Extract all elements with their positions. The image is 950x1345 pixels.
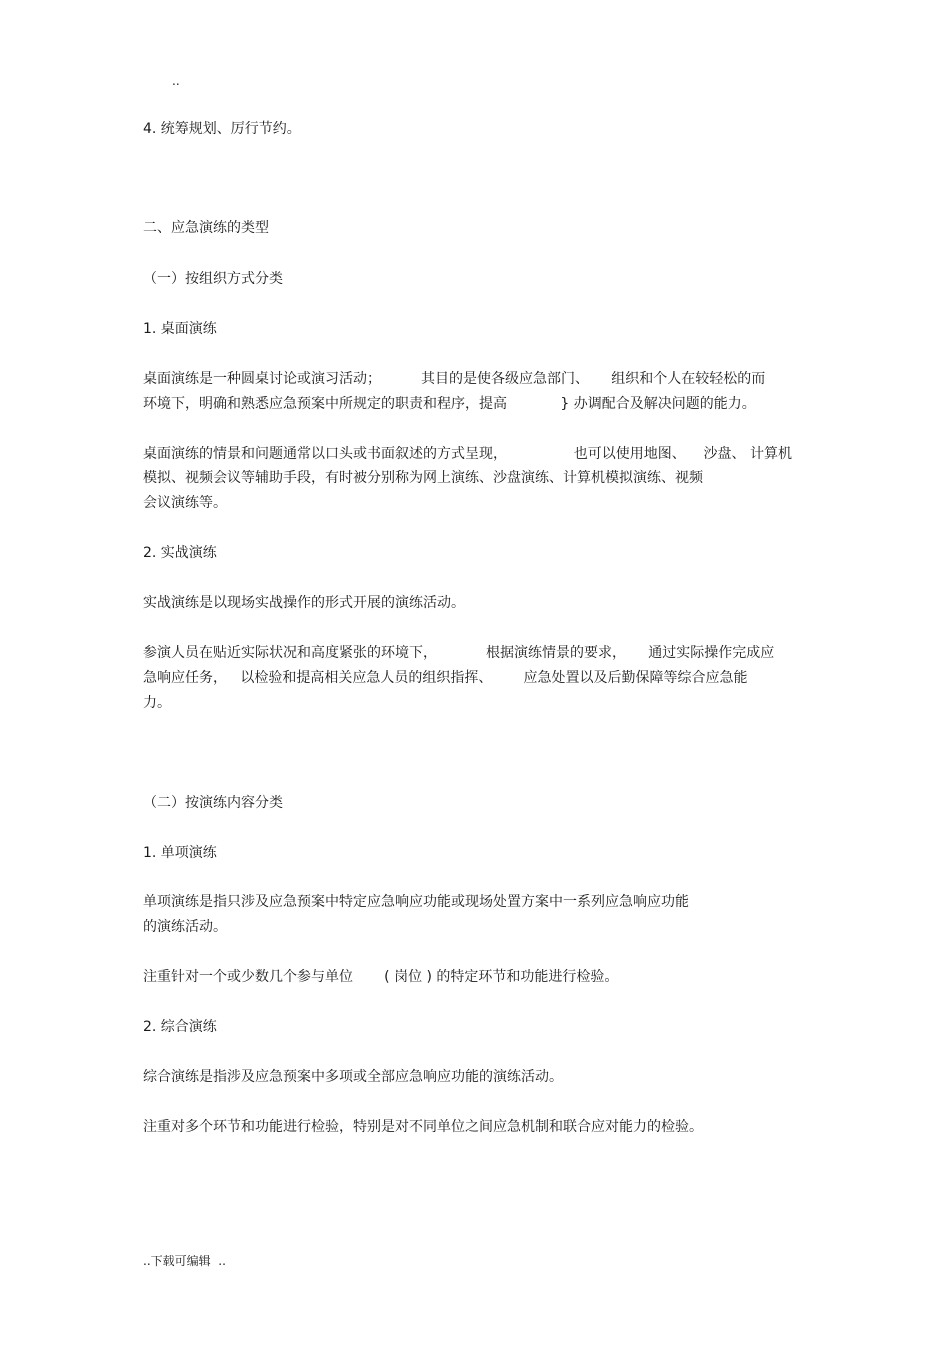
item-heading-tabletop: 1. 桌面演练 xyxy=(143,321,217,337)
paragraph-line: 桌面演练是一种圆桌讨论或演习活动； 其目的是使各级应急部门、 组织和个人在较轻松的而 xyxy=(143,371,766,387)
item-heading-combined: 2. 综合演练 xyxy=(143,1019,217,1035)
paragraph-line: 注重对多个环节和功能进行检验，特别是对不同单位之间应急机制和联合应对能力的检验。 xyxy=(143,1119,703,1135)
paragraph-line: 力。 xyxy=(143,695,171,711)
paragraph-line: 急响应任务， 以检验和提高相关应急人员的组织指挥、 应急处置以及后勤保障等综合应急能 xyxy=(143,670,748,686)
item-heading-single: 1. 单项演练 xyxy=(143,845,217,861)
item-heading-field: 2. 实战演练 xyxy=(143,545,217,561)
paragraph-line: 会议演练等。 xyxy=(143,495,227,511)
header-marker: .. xyxy=(172,74,180,88)
paragraph-line: 桌面演练的情景和问题通常以口头或书面叙述的方式呈现， 也可以使用地图、 沙盘、 计算机 xyxy=(143,446,793,462)
paragraph-line: 模拟、视频会议等辅助手段，有时被分别称为网上演练、沙盘演练、计算机模拟演练、视频 xyxy=(143,470,703,486)
paragraph-line: 单项演练是指只涉及应急预案中特定应急响应功能或现场处置方案中一系列应急响应功能 xyxy=(143,894,689,910)
subsection-heading-by-organization: （一）按组织方式分类 xyxy=(143,271,283,287)
paragraph-line: 综合演练是指涉及应急预案中多项或全部应急响应功能的演练活动。 xyxy=(143,1069,563,1085)
paragraph-line: 参演人员在贴近实际状况和高度紧张的环境下， 根据演练情景的要求， 通过实际操作完成应 xyxy=(143,645,775,661)
subsection-heading-by-content: （二）按演练内容分类 xyxy=(143,795,283,811)
section-heading-drill-types: 二、应急演练的类型 xyxy=(143,220,269,236)
footer-text: ..下载可编辑 .. xyxy=(143,1254,226,1268)
paragraph-line: 实战演练是以现场实战操作的形式开展的演练活动。 xyxy=(143,595,465,611)
list-item-4: 4. 统筹规划、厉行节约。 xyxy=(143,121,301,137)
paragraph-line: 注重针对一个或少数几个参与单位 ( 岗位 ) 的特定环节和功能进行检验。 xyxy=(143,969,619,985)
paragraph-line: 环境下，明确和熟悉应急预案中所规定的职责和程序，提高 } 办调配合及解决问题的能力。 xyxy=(143,396,756,412)
paragraph-line: 的演练活动。 xyxy=(143,919,227,935)
